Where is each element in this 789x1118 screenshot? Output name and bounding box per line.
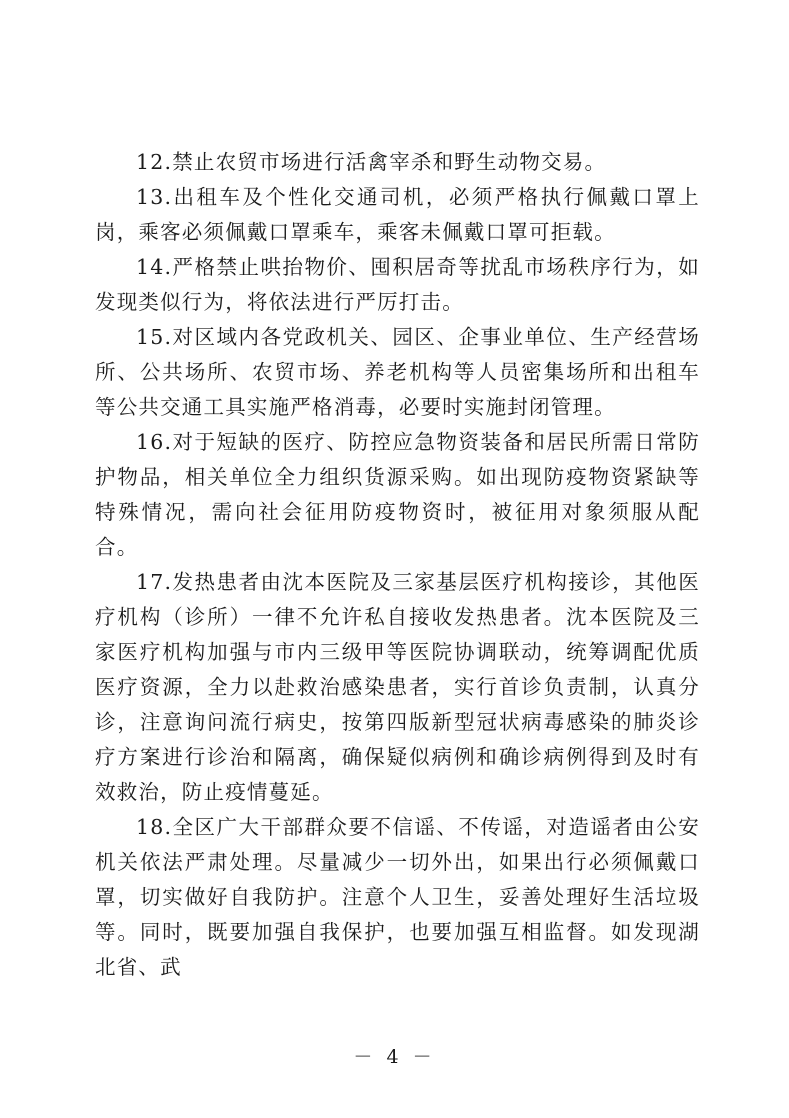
- document-body: [95, 145, 700, 985]
- paragraph-15: 15.对区域内各党政机关、园区、企事业单位、生产经营场所、公共场所、农贸市场、养老机构等人员密集场所和出租车等公共交通工具实施严格消毒，必要时实施封闭管理。: [95, 325, 700, 419]
- paragraph-18: 18.全区广大干部群众要不信谣、不传谣，对造谣者由公安机关依法严肃处理。尽量减少一切外出，如果出行必须佩戴口罩，切实做好自我防护。注意个人卫生，妥善处理好生活垃圾等。同时，既要加强自我保护，也要加强互相监督。如发现湖北省、武: [95, 815, 700, 979]
- page-number: － 4 －: [353, 1046, 436, 1068]
- paragraph-17: 17.发热患者由沈本医院及三家基层医疗机构接诊，其他医疗机构（诊所）一律不允许私自接收发热患者。沈本医院及三家医疗机构加强与市内三级甲等医院协调联动，统筹调配优质医疗资源，全力以赴救治感染患者，实行首诊负责制，认真分诊，注意询问流行病史，按第四版新型冠状病毒感染的肺炎诊疗方案进行诊治和隔离，确保疑似病例和确诊病例得到及时有效救治，防止疫情蔓延。: [95, 570, 700, 804]
- paragraph-14: 14.严格禁止哄抬物价、囤积居奇等扰乱市场秩序行为，如发现类似行为，将依法进行严厉打击。: [95, 255, 700, 314]
- paragraph-16: 16.对于短缺的医疗、防控应急物资装备和居民所需日常防护物品，相关单位全力组织货源采购。如出现防疫物资紧缺等特殊情况，需向社会征用防疫物资时，被征用对象须服从配合。: [95, 430, 700, 559]
- paragraph-12: 12.禁止农贸市场进行活禽宰杀和野生动物交易。: [136, 150, 607, 174]
- paragraph-13: 13.出租车及个性化交通司机，必须严格执行佩戴口罩上岗，乘客必须佩戴口罩乘车，乘客未佩戴口罩可拒载。: [95, 185, 700, 244]
